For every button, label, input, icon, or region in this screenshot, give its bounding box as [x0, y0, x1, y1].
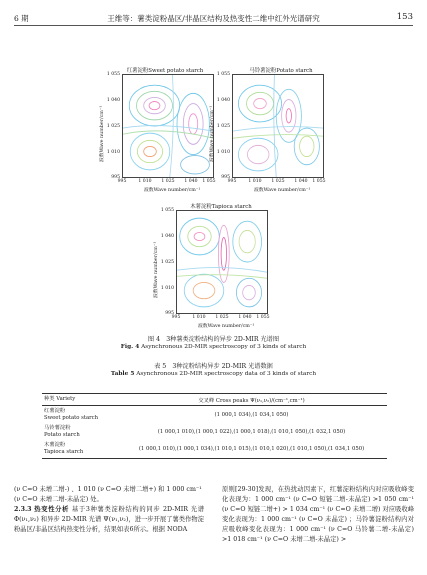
peaks-cell: (1 000,1 034),(1 034,1 050) — [214, 411, 289, 418]
running-header — [14, 10, 413, 26]
table-caption: 表 5 3种淀粉结构异步 2D-MIR 光谱数据 — [154, 363, 273, 370]
body-column-left — [14, 485, 204, 535]
figure-caption-en-text: Asynchronous 2D-MIR spectroscopy of 3 kinds of starch — [141, 344, 307, 350]
x-tick: 995 — [227, 179, 237, 184]
variety-cell — [42, 423, 116, 440]
data-table — [42, 393, 387, 459]
y-tick: 1 010 — [216, 150, 230, 155]
col-header-peaks: 交叉峰 Cross peaks Ψ(ν₁,ν₂)/(cm⁻¹,cm⁻¹) — [198, 397, 305, 404]
figure-caption-en — [0, 344, 427, 350]
issue-number: 6 期 — [14, 14, 29, 23]
y-tick: 1 010 — [106, 150, 120, 155]
x-tick: 1 040 — [238, 315, 252, 320]
y-tick: 1 055 — [160, 208, 174, 213]
table-header-row — [42, 394, 387, 406]
variety-cell — [42, 441, 116, 459]
y-tick: 1 025 — [106, 124, 120, 129]
table-caption-en — [0, 371, 427, 377]
contour-map — [123, 75, 213, 177]
col-header-variety: 种类 Variety — [44, 395, 76, 402]
x-tick: 1 055 — [312, 179, 326, 184]
y-axis-label: 波数Wave number/cm⁻¹ — [154, 241, 159, 298]
section-title: 热变性分析 — [34, 506, 70, 514]
variety-cell — [42, 406, 116, 424]
variety-en: Tapioca starch — [44, 449, 84, 456]
section-paragraph — [14, 505, 204, 535]
x-tick: 1 025 — [215, 315, 229, 320]
y-tick: 1 055 — [106, 72, 120, 77]
running-title: 王维等：薯类淀粉晶区/非晶区结构及热变性二维中红外光谱研究 — [107, 14, 320, 23]
x-tick: 1 055 — [202, 179, 216, 184]
table-row — [42, 423, 387, 440]
x-tick: 995 — [171, 315, 181, 320]
y-tick: 995 — [165, 311, 174, 316]
body-line: (ν C=O 未增二增-) 、1 010 (ν C=O 未增二增+) 和 1 000 cm⁻¹ — [14, 486, 202, 493]
body-paragraph: 原则[29-30]发现，在热扰动因素下，红薯淀粉结构内对应吸收峰变化表现为：1 000 cm⁻¹ (ν C=O 短链二增-未晶定) >1 050 cm⁻¹ (ν C=O 短链二增+) > 1 034 cm⁻¹ (ν C=O 未增二增) 对应吸收峰变化表现为：1 000 cm⁻¹ (ν C=O 未晶定) ；马铃薯淀粉结构内对应吸收峰变化表现为：1 000 cm⁻¹ (ν C=O 马铃薯二增-未晶定) >1 018 cm⁻¹ (ν C=O 未增二增-未晶定) > — [222, 486, 414, 544]
plot-title: 马铃薯淀粉Potato starch — [249, 68, 313, 74]
variety-cn: 木薯淀粉 — [44, 442, 66, 449]
x-tick: 1 010 — [192, 315, 206, 320]
y-tick: 1 025 — [160, 260, 174, 265]
contour-frame — [232, 74, 324, 178]
x-tick: 1 025 — [271, 179, 285, 184]
x-tick: 1 055 — [256, 315, 270, 320]
x-tick: 1 025 — [161, 179, 175, 184]
table-row — [42, 406, 387, 424]
variety-cn: 红薯淀粉 — [44, 407, 66, 414]
table-caption-en-text: Asynchronous 2D-MIR spectroscopy data of 3 kinds of starch — [136, 371, 317, 377]
variety-en: Sweet potato starch — [44, 414, 99, 421]
x-tick: 1 040 — [184, 179, 198, 184]
table-row — [42, 441, 387, 459]
plot-title: 红薯淀粉Sweet potato starch — [126, 68, 204, 74]
contour-frame — [122, 74, 214, 178]
variety-en: Potato starch — [44, 431, 80, 438]
y-tick: 1 040 — [160, 234, 174, 239]
body-column-right — [222, 485, 414, 545]
peaks-cell: (1 000,1 010),(1 000,1 034),(1 010,1 015),(1 010,1 020),(1 010,1 050),(1 034,1 050) — [138, 446, 365, 453]
table-label: Table 5 — [110, 371, 135, 377]
y-tick: 1 010 — [160, 286, 174, 291]
variety-cn: 马铃薯淀粉 — [44, 424, 71, 431]
x-tick: 1 010 — [138, 179, 152, 184]
y-tick: 1 055 — [216, 72, 230, 77]
y-axis-label: 波数Wave number/cm⁻¹ — [210, 105, 215, 162]
body-line: (ν C=O 未增二增-未晶定) 处。 — [14, 496, 103, 504]
section-number: 2.3.3 — [14, 506, 32, 514]
page-number: 153 — [396, 12, 413, 22]
y-tick: 1 040 — [106, 98, 120, 103]
plot-sweet-potato — [100, 62, 216, 194]
section-text: 基于3种薯类淀粉结构的同步 2D-MIR 光谱 Φ(ν₁,ν₂) 和异步 2D-MIR 光谱 Ψ(ν₁,ν₂)，进一步开展了薯类作物淀粉晶区/非晶区结构热变性分析，结果如表6所示。根据 NODA — [14, 506, 204, 534]
x-tick: 1 010 — [248, 179, 262, 184]
contour-frame — [176, 210, 268, 314]
x-axis-label: 波数Wave number/cm⁻¹ — [254, 188, 311, 193]
peaks-cell: (1 000,1 010),(1 000,1 022),(1 000,1 018),(1 010,1 050),(1 032,1 050) — [157, 428, 346, 435]
x-axis-label: 波数Wave number/cm⁻¹ — [198, 324, 255, 329]
y-axis-label: 波数Wave number/cm⁻¹ — [100, 105, 105, 162]
x-tick: 1 040 — [294, 179, 308, 184]
contour-map — [233, 75, 323, 177]
y-tick: 1 025 — [216, 124, 230, 129]
plot-title: 木薯淀粉Tapioca starch — [190, 204, 252, 210]
plot-potato — [210, 62, 326, 194]
y-tick: 1 040 — [216, 98, 230, 103]
plot-tapioca — [154, 198, 270, 330]
y-tick: 995 — [111, 175, 120, 180]
x-axis-label: 波数Wave number/cm⁻¹ — [144, 188, 201, 193]
x-tick: 995 — [117, 179, 127, 184]
figure-label: Fig. 4 — [120, 344, 140, 350]
y-tick: 995 — [221, 175, 230, 180]
figure-caption: 图 4 3种薯类淀粉结构的异步 2D-MIR 光谱图 — [147, 336, 280, 343]
contour-map — [177, 211, 267, 313]
